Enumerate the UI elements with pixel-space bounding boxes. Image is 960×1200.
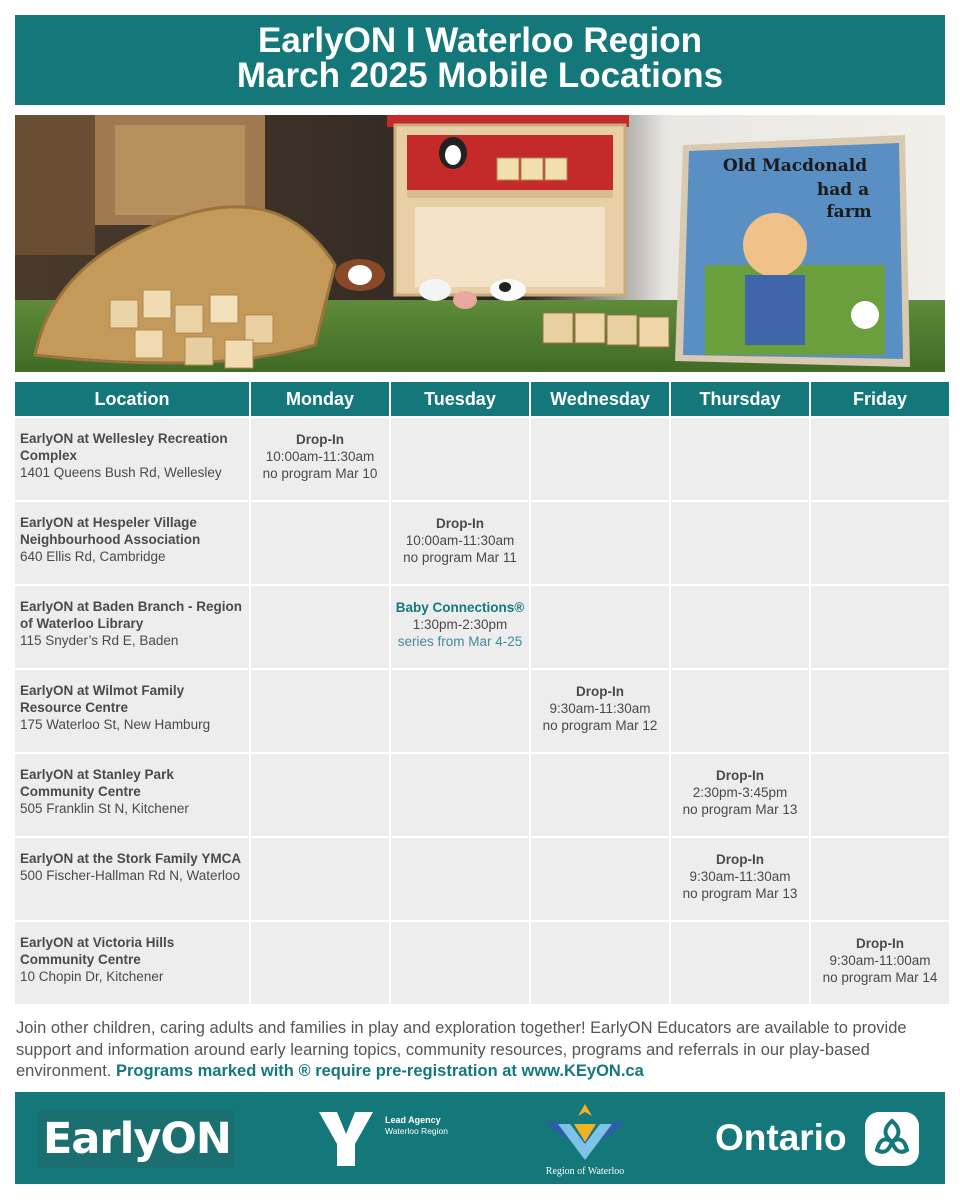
day-cell (251, 754, 389, 836)
ymca-line2: Waterloo Region (385, 1126, 448, 1136)
day-cell (391, 418, 529, 500)
header-friday: Friday (811, 382, 949, 416)
location-address: 10 Chopin Dr, Kitchener (20, 969, 164, 984)
location-name: EarlyON at Victoria Hills Community Centre (20, 935, 175, 967)
location-row (15, 922, 949, 1004)
day-cell (811, 502, 949, 584)
day-cell (671, 418, 809, 500)
program-name: Drop-In (296, 432, 344, 447)
program-note: no program Mar 14 (822, 970, 938, 985)
program-name: Drop-In (716, 768, 764, 783)
book-title-line1: Old Macdonald (722, 156, 868, 176)
day-cell (531, 586, 669, 668)
program-time: 9:30am-11:30am (689, 869, 791, 884)
day-cell (811, 586, 949, 668)
program-note: no program Mar 12 (542, 718, 658, 733)
ontario-logo (715, 1112, 925, 1167)
program-time: 1:30pm-2:30pm (412, 617, 508, 632)
header-monday: Monday (251, 382, 389, 416)
location-name: EarlyON at Wilmot Family Resource Centre (20, 683, 185, 715)
footer-logos (15, 1092, 945, 1184)
region-of-waterloo-logo (530, 1102, 640, 1182)
day-cell (811, 418, 949, 500)
header-title-line2: March 2025 Mobile Locations (236, 56, 724, 95)
schedule-header-row (15, 382, 949, 416)
location-address: 640 Ellis Rd, Cambridge (20, 549, 166, 564)
play-area-illustration (15, 115, 945, 372)
day-cell (391, 586, 529, 668)
ymca-line1: Lead Agency (385, 1115, 441, 1125)
day-cell (251, 586, 389, 668)
day-cell (251, 502, 389, 584)
location-row (15, 502, 949, 584)
page-header (15, 15, 945, 105)
day-cell (671, 502, 809, 584)
location-row (15, 838, 949, 920)
program-time: 2:30pm-3:45pm (692, 785, 788, 800)
day-cell (811, 670, 949, 752)
day-cell (531, 754, 669, 836)
day-cell (811, 754, 949, 836)
day-cell (391, 502, 529, 584)
program-note: no program Mar 11 (403, 550, 517, 565)
picture-book (675, 135, 910, 367)
day-cell (671, 586, 809, 668)
location-name: EarlyON at Wellesley Recreation Complex (20, 431, 228, 463)
header-title-line1: EarlyON I Waterloo Region (257, 21, 703, 60)
earlyon-logo-text: EarlyON (43, 1114, 231, 1164)
intro-paragraph (16, 1018, 946, 1083)
location-cell (15, 502, 249, 584)
program-name: Drop-In (436, 516, 484, 531)
day-cell (391, 922, 529, 1004)
day-cell (391, 754, 529, 836)
day-cell (811, 838, 949, 920)
day-cell (251, 418, 389, 500)
location-address: 115 Snyder’s Rd E, Baden (20, 633, 179, 648)
location-cell (15, 754, 249, 836)
day-cell (391, 838, 529, 920)
day-cell (531, 670, 669, 752)
program-name: Drop-In (856, 936, 904, 951)
toy-barn (387, 115, 629, 295)
location-cell (15, 922, 249, 1004)
day-cell (251, 922, 389, 1004)
day-cell (811, 922, 949, 1004)
day-cell (251, 838, 389, 920)
day-cell (531, 418, 669, 500)
book-title-line3: farm (826, 202, 872, 222)
pre-registration-note: Programs marked with ® require pre-registration at www.KEyON.ca (115, 1062, 644, 1080)
schedule-body (15, 418, 949, 1004)
day-cell (531, 838, 669, 920)
earlyon-logo (39, 1110, 235, 1168)
program-name: Drop-In (716, 852, 764, 867)
ymca-logo (315, 1108, 475, 1170)
day-cell (531, 922, 669, 1004)
program-note: no program Mar 10 (262, 466, 378, 481)
program-time: 10:00am-11:30am (405, 533, 515, 548)
location-name: EarlyON at Hespeler Village Neighbourhood Association (20, 515, 201, 547)
play-area-photo (15, 115, 945, 372)
header-location: Location (15, 382, 249, 416)
intro-text: Join other children, caring adults and families in play and exploration together! EarlyON Educators are available to provide support and information around early learning topics, community resources, programs and referrals in our play-based environment. (16, 1019, 907, 1080)
ontario-wordmark: Ontario (715, 1117, 847, 1158)
location-name: EarlyON at the Stork Family YMCA (20, 851, 242, 866)
location-cell (15, 586, 249, 668)
ymca-y-icon (315, 1108, 377, 1170)
program-name: Drop-In (576, 684, 624, 699)
day-cell (531, 502, 669, 584)
location-address: 505 Franklin St N, Kitchener (20, 801, 189, 816)
day-cell (671, 670, 809, 752)
program-name: Baby Connections® (395, 600, 525, 615)
program-time: 10:00am-11:30am (265, 449, 375, 464)
day-cell (671, 754, 809, 836)
location-row (15, 670, 949, 752)
day-cell (251, 670, 389, 752)
location-cell (15, 418, 249, 500)
program-time: 9:30am-11:30am (549, 701, 651, 716)
location-name: EarlyON at Baden Branch - Region of Waterloo Library (20, 599, 243, 631)
region-name: Region of Waterloo (545, 1166, 625, 1177)
header-wednesday: Wednesday (531, 382, 669, 416)
header-tuesday: Tuesday (391, 382, 529, 416)
location-cell (15, 670, 249, 752)
program-note: series from Mar 4-25 (397, 634, 523, 649)
location-address: 500 Fischer-Hallman Rd N, Waterloo (20, 868, 241, 883)
ymca-lead-agency (385, 1115, 448, 1137)
location-address: 1401 Queens Bush Rd, Wellesley (20, 465, 222, 480)
program-note: no program Mar 13 (682, 886, 798, 901)
trillium-icon (865, 1112, 919, 1166)
location-address: 175 Waterloo St, New Hamburg (20, 717, 211, 732)
program-note: no program Mar 13 (682, 802, 798, 817)
day-cell (671, 922, 809, 1004)
location-cell (15, 838, 249, 920)
day-cell (671, 838, 809, 920)
header-thursday: Thursday (671, 382, 809, 416)
location-row (15, 586, 949, 668)
location-row (15, 418, 949, 500)
schedule-table (13, 380, 951, 1006)
location-row (15, 754, 949, 836)
day-cell (391, 670, 529, 752)
region-waterloo-icon (530, 1102, 640, 1164)
book-title-line2: had a (816, 180, 870, 200)
location-name: EarlyON at Stanley Park Community Centre (20, 767, 174, 799)
program-time: 9:30am-11:00am (829, 953, 931, 968)
